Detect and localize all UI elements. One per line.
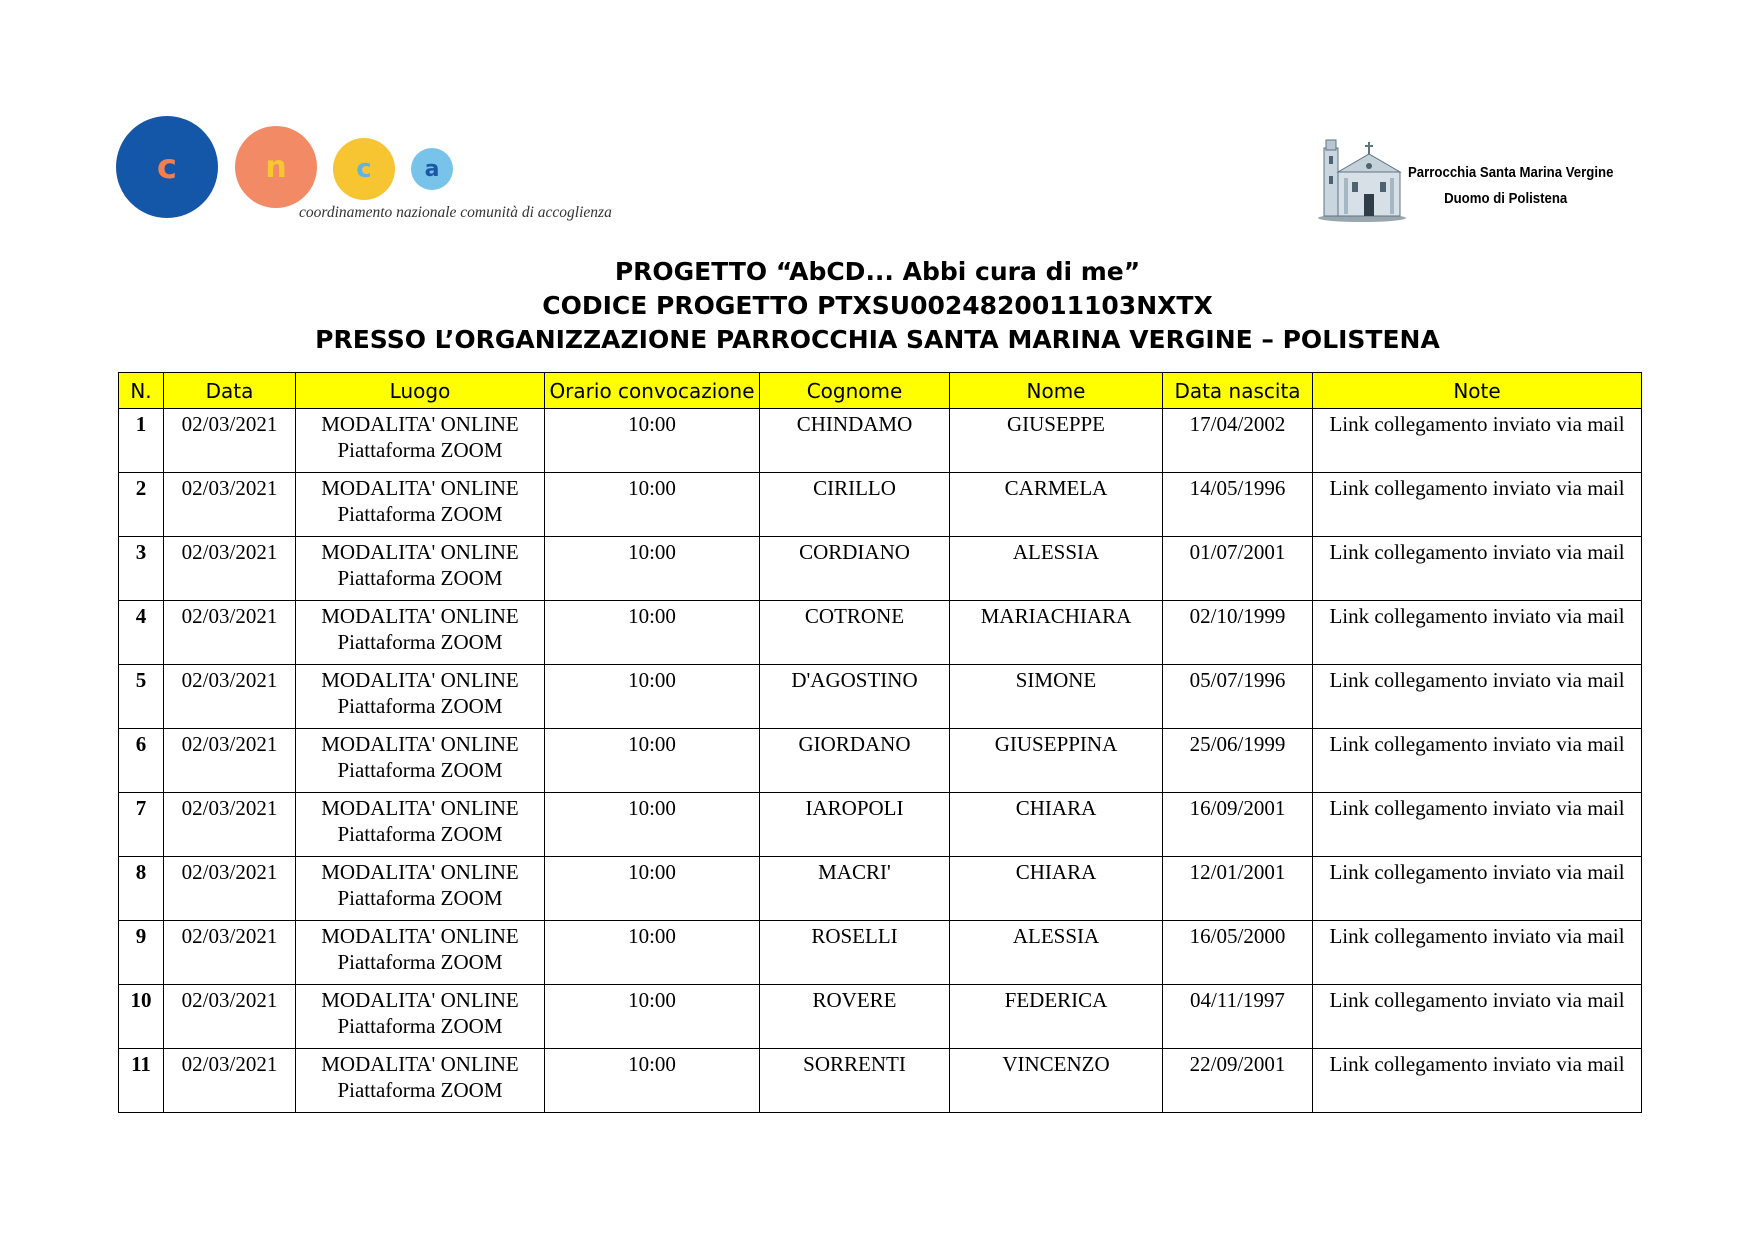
cell-number: 6 (119, 729, 164, 793)
cell-date: 02/03/2021 (164, 473, 296, 537)
place-mode: MODALITA' ONLINE (321, 732, 519, 756)
table-row (119, 665, 1642, 729)
table-row (119, 793, 1642, 857)
cell-name: GIUSEPPINA (950, 729, 1163, 793)
cell-number: 9 (119, 921, 164, 985)
cell-name: CARMELA (950, 473, 1163, 537)
cell-date: 02/03/2021 (164, 537, 296, 601)
table-row (119, 409, 1642, 473)
place-platform: Piattaforma ZOOM (337, 822, 503, 846)
parish-line1: Parrocchia Santa Marina Vergine (1408, 164, 1614, 181)
header-notes: Note (1313, 373, 1642, 409)
cell-name: FEDERICA (950, 985, 1163, 1049)
cell-name: ALESSIA (950, 921, 1163, 985)
header-birthdate: Data nascita (1163, 373, 1313, 409)
cell-birthdate: 14/05/1996 (1163, 473, 1313, 537)
place-mode: MODALITA' ONLINE (321, 1052, 519, 1076)
cell-time: 10:00 (545, 1049, 760, 1113)
place-platform: Piattaforma ZOOM (337, 886, 503, 910)
church-icon (1316, 136, 1408, 222)
cell-time: 10:00 (545, 409, 760, 473)
cell-name: VINCENZO (950, 1049, 1163, 1113)
cell-surname: CHINDAMO (760, 409, 950, 473)
cell-date: 02/03/2021 (164, 921, 296, 985)
cell-birthdate: 16/09/2001 (1163, 793, 1313, 857)
cell-birthdate: 16/05/2000 (1163, 921, 1313, 985)
place-platform: Piattaforma ZOOM (337, 1078, 503, 1102)
cell-name: CHIARA (950, 793, 1163, 857)
cell-name: ALESSIA (950, 537, 1163, 601)
cell-notes: Link collegamento inviato via mail (1313, 793, 1642, 857)
header-date: Data (164, 373, 296, 409)
cell-place (296, 985, 545, 1049)
cell-number: 4 (119, 601, 164, 665)
convocation-table (118, 372, 1642, 1113)
table-row (119, 473, 1642, 537)
cnca-logo (116, 116, 656, 226)
cell-notes: Link collegamento inviato via mail (1313, 537, 1642, 601)
place-mode: MODALITA' ONLINE (321, 988, 519, 1012)
cell-surname: GIORDANO (760, 729, 950, 793)
cell-time: 10:00 (545, 793, 760, 857)
cell-place (296, 1049, 545, 1113)
logo-circle-n: n (235, 126, 317, 208)
cell-number: 5 (119, 665, 164, 729)
place-platform: Piattaforma ZOOM (337, 950, 503, 974)
cell-name: MARIACHIARA (950, 601, 1163, 665)
cell-birthdate: 22/09/2001 (1163, 1049, 1313, 1113)
header-place: Luogo (296, 373, 545, 409)
cell-place (296, 665, 545, 729)
cell-notes: Link collegamento inviato via mail (1313, 1049, 1642, 1113)
cell-place (296, 793, 545, 857)
table-row (119, 985, 1642, 1049)
place-platform: Piattaforma ZOOM (337, 694, 503, 718)
cnca-tagline: coordinamento nazionale comunità di accoglienza (299, 204, 612, 221)
cell-time: 10:00 (545, 665, 760, 729)
cell-surname: D'AGOSTINO (760, 665, 950, 729)
cell-birthdate: 25/06/1999 (1163, 729, 1313, 793)
place-platform: Piattaforma ZOOM (337, 566, 503, 590)
parish-name (1408, 160, 1614, 212)
cell-place (296, 409, 545, 473)
document-titles (0, 255, 1755, 357)
cell-birthdate: 17/04/2002 (1163, 409, 1313, 473)
cell-place (296, 857, 545, 921)
place-mode: MODALITA' ONLINE (321, 604, 519, 628)
table-header-row (119, 373, 1642, 409)
place-mode: MODALITA' ONLINE (321, 796, 519, 820)
cell-number: 3 (119, 537, 164, 601)
place-mode: MODALITA' ONLINE (321, 924, 519, 948)
cell-place (296, 729, 545, 793)
cell-notes: Link collegamento inviato via mail (1313, 985, 1642, 1049)
cell-date: 02/03/2021 (164, 1049, 296, 1113)
cell-birthdate: 05/07/1996 (1163, 665, 1313, 729)
place-mode: MODALITA' ONLINE (321, 476, 519, 500)
cell-date: 02/03/2021 (164, 857, 296, 921)
place-platform: Piattaforma ZOOM (337, 502, 503, 526)
cell-name: GIUSEPPE (950, 409, 1163, 473)
cell-time: 10:00 (545, 601, 760, 665)
place-platform: Piattaforma ZOOM (337, 758, 503, 782)
place-platform: Piattaforma ZOOM (337, 438, 503, 462)
header-surname: Cognome (760, 373, 950, 409)
logo-circle-c2: c (333, 138, 395, 200)
table-row (119, 537, 1642, 601)
cell-number: 2 (119, 473, 164, 537)
place-mode: MODALITA' ONLINE (321, 860, 519, 884)
parish-logo (1316, 132, 1636, 227)
cell-number: 7 (119, 793, 164, 857)
parish-line2: Duomo di Polistena (1444, 190, 1568, 207)
cell-number: 1 (119, 409, 164, 473)
cell-birthdate: 04/11/1997 (1163, 985, 1313, 1049)
cell-number: 11 (119, 1049, 164, 1113)
cell-time: 10:00 (545, 537, 760, 601)
cell-date: 02/03/2021 (164, 985, 296, 1049)
cell-notes: Link collegamento inviato via mail (1313, 409, 1642, 473)
cell-place (296, 921, 545, 985)
title-project: PROGETTO “AbCD... Abbi cura di me” (614, 257, 1141, 286)
cell-time: 10:00 (545, 473, 760, 537)
cell-surname: CIRILLO (760, 473, 950, 537)
table-row (119, 1049, 1642, 1113)
cell-date: 02/03/2021 (164, 601, 296, 665)
cell-notes: Link collegamento inviato via mail (1313, 601, 1642, 665)
cell-place (296, 601, 545, 665)
cell-surname: MACRI' (760, 857, 950, 921)
header-name: Nome (950, 373, 1163, 409)
cell-place (296, 473, 545, 537)
cell-number: 8 (119, 857, 164, 921)
cell-number: 10 (119, 985, 164, 1049)
cell-name: CHIARA (950, 857, 1163, 921)
cell-notes: Link collegamento inviato via mail (1313, 473, 1642, 537)
cell-surname: IAROPOLI (760, 793, 950, 857)
logo-circle-c: c (116, 116, 218, 218)
cell-name: SIMONE (950, 665, 1163, 729)
cell-place (296, 537, 545, 601)
table-row (119, 729, 1642, 793)
cell-time: 10:00 (545, 857, 760, 921)
cell-birthdate: 01/07/2001 (1163, 537, 1313, 601)
cell-birthdate: 02/10/1999 (1163, 601, 1313, 665)
place-platform: Piattaforma ZOOM (337, 630, 503, 654)
place-mode: MODALITA' ONLINE (321, 668, 519, 692)
cell-time: 10:00 (545, 985, 760, 1049)
cell-notes: Link collegamento inviato via mail (1313, 857, 1642, 921)
cell-surname: COTRONE (760, 601, 950, 665)
logo-circle-a: a (411, 148, 453, 190)
cell-notes: Link collegamento inviato via mail (1313, 665, 1642, 729)
place-platform: Piattaforma ZOOM (337, 1014, 503, 1038)
title-code: CODICE PROGETTO PTXSU0024820011103NXTX (542, 291, 1213, 320)
table-row (119, 601, 1642, 665)
header-time: Orario convocazione (545, 373, 760, 409)
place-mode: MODALITA' ONLINE (321, 540, 519, 564)
table-row (119, 921, 1642, 985)
cell-birthdate: 12/01/2001 (1163, 857, 1313, 921)
title-organization: PRESSO L’ORGANIZZAZIONE PARROCCHIA SANTA MARINA VERGINE – POLISTENA (315, 325, 1440, 354)
cell-time: 10:00 (545, 729, 760, 793)
cell-date: 02/03/2021 (164, 793, 296, 857)
cell-date: 02/03/2021 (164, 729, 296, 793)
cell-surname: ROSELLI (760, 921, 950, 985)
cell-notes: Link collegamento inviato via mail (1313, 921, 1642, 985)
cell-date: 02/03/2021 (164, 665, 296, 729)
place-mode: MODALITA' ONLINE (321, 412, 519, 436)
cell-surname: CORDIANO (760, 537, 950, 601)
header-number: N. (119, 373, 164, 409)
cell-date: 02/03/2021 (164, 409, 296, 473)
table-row (119, 857, 1642, 921)
cell-notes: Link collegamento inviato via mail (1313, 729, 1642, 793)
cell-surname: ROVERE (760, 985, 950, 1049)
cell-time: 10:00 (545, 921, 760, 985)
cell-surname: SORRENTI (760, 1049, 950, 1113)
